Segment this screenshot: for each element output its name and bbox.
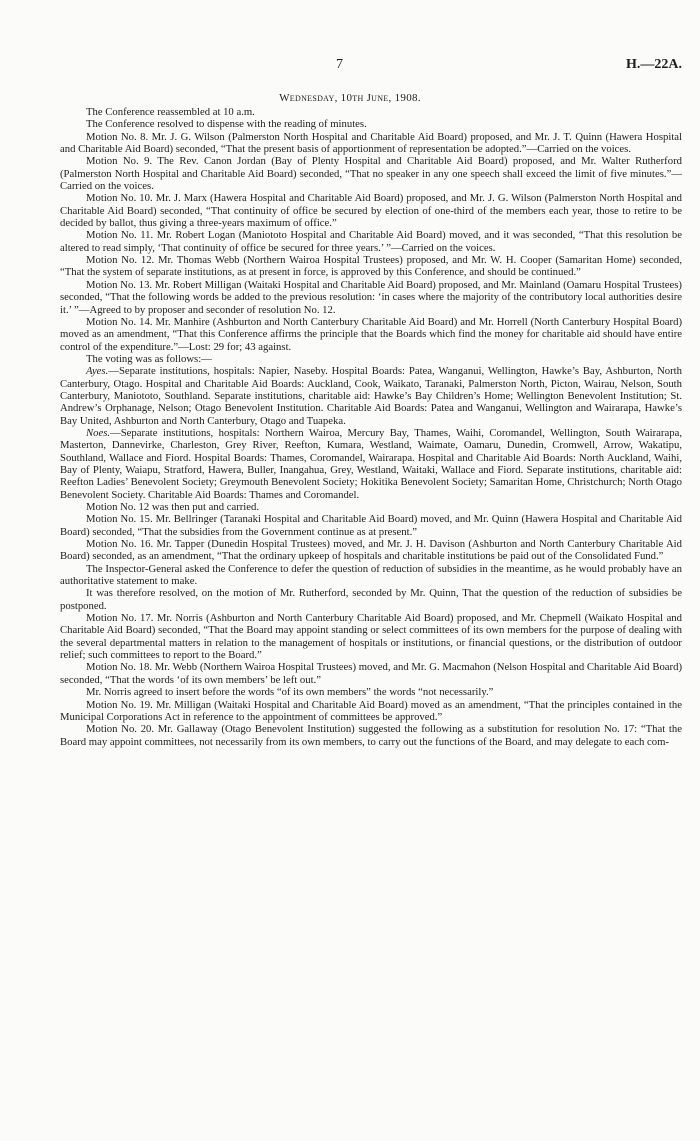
document-reference: H.—22A. (626, 57, 682, 72)
noes-text: —Separate institutions, hospitals: Northern Wairoa, Mercury Bay, Thames, Waihi, Coromandel, Wellington, South Wairarapa, Masterton, Dannevirke, Charleston, Grey River, Reefton, Kumara, Westland, Waimate, Oamaru, Dunedin, Cromwell, Arrow, Wakatipu, Southland, Wallace and Fiord. Hospital Boards: Thames, Coromandel, Wairarapa. Hospital and Charitable Aid Boards: North Auckland, Waihi, Bay of Plenty, Waiapu, Stratford, Hawera, Buller, Inangahua, Grey, Westland, Waitaki, Wallace and Fiord. Separate institutions, charitable aid: Reefton Ladies’ Benevolent Society; Greymouth Benevolent Society; Hokitika Benevolent Society; Samaritan Home, Christchurch; North Otago Benevolent Society. Charitable Aid Boards: Thames and Coromandel. (60, 426, 682, 501)
ayes-label: Ayes. (86, 365, 109, 378)
paragraph: Motion No. 19. Mr. Milligan (Waitaki Hospital and Charitable Aid Board) moved as an amendment, “That the principles contained in the Municipal Corporations Act in reference to the appointment of committees be approved.” (60, 698, 682, 723)
ayes-paragraph (60, 365, 682, 427)
paragraph: Motion No. 20. Mr. Gallaway (Otago Benevolent Institution) suggested the following as a substitution for resolution No. 17: “That the Board may appoint committees, not necessarily from its own members, to carry out the functions of the Board, and may delegate to each com- (60, 723, 682, 748)
noes-paragraph (60, 427, 682, 501)
paragraph: The voting was as follows:— (86, 352, 212, 365)
paragraph: The Conference resolved to dispense with the reading of minutes. (86, 118, 367, 131)
paragraph: Motion No. 12 was then put and carried. (86, 501, 260, 513)
paragraph: Motion No. 17. Mr. Norris (Ashburton and North Canterbury Charitable Aid Board) proposed, and Mr. Chepmell (Waikato Hospital and Charitable Aid Board) seconded, “That the Board may appoint standing or select committees of its own members for the purpose of dealing with the several departmental matters in relation to the management of hospitals or institutions, or financial questions, or the distribution of outdoor relief; such committees to report to the Board.” (60, 612, 682, 662)
paragraph: Mr. Norris agreed to insert before the words “of its own members” the words “not necessarily.” (86, 686, 494, 699)
ayes-text: —Separate institutions, hospitals: Napier, Naseby. Hospital Boards: Patea, Wanganui, Wellington, Hawke’s Bay, Ashburton, North Canterbury, Otago. Hospital and Charitable Aid Boards: Auckland, Cook, Waikato, Taranaki, Palmerston North, Picton, Wairau, Nelson, South Canterbury, Maniototo, Southland. Separate institutions, charitable aid: Hawke’s Bay Children’s Home; Wellington Benevolent Institution; St. Andrew’s Orphanage, Nelson; Otago Benevolent Institution. Charitable Aid Boards: Patea and Wanganui, Wellington and Wairarapa, Hawke’s Bay United, Ashburton and North Canterbury, Otago and Tuapeka. (60, 365, 682, 427)
paragraph: It was therefore resolved, on the motion of Mr. Rutherford, seconded by Mr. Quinn, That the question of the reduction of subsidies be postponed. (60, 587, 682, 612)
paragraph: Motion No. 18. Mr. Webb (Northern Wairoa Hospital Trustees) moved, and Mr. G. Macmahon (Nelson Hospital and Charitable Aid Board) seconded, “That the words ‘of its own members’ be left out.” (60, 661, 682, 686)
paragraph: Motion No. 9. The Rev. Canon Jordan (Bay of Plenty Hospital and Charitable Aid Board) proposed, and Mr. Walter Rutherford (Palmerston North Hospital and Charitable Aid Board) seconded, “That no speaker in any one speech shall exceed the limit of five minutes.”—Carried on the voices. (60, 155, 682, 193)
paragraph: Motion No. 16. Mr. Tapper (Dunedin Hospital Trustees) moved, and Mr. J. H. Davison (Ashburton and North Canterbury Charitable Aid Board) seconded, as an amendment, “That the ordinary upkeep of hospitals and charitable institutions be paid out of the Consolidated Fund.” (60, 538, 682, 563)
paragraph: Motion No. 11. Mr. Robert Logan (Maniototo Hospital and Charitable Aid Board) moved, and it was seconded, “That this resolution be altered to read simply, ‘That continuity of office be secured for three years.’ ”—Carried on the voices. (60, 229, 682, 254)
date-heading: Wednesday, 10th June, 1908. (279, 92, 421, 104)
paragraph: Motion No. 14. Mr. Manhire (Ashburton and North Canterbury Charitable Aid Board) and Mr. Horrell (North Canterbury Hospital Board) moved as an amendment, “That this Conference affirms the principle that the Boards which find the money for charitable aid should have entire control of the expenditure.”—Lost: 29 for; 43 against. (60, 315, 682, 353)
paragraph: The Conference reassembled at 10 a.m. (86, 106, 255, 118)
paragraph: Motion No. 13. Mr. Robert Milligan (Waitaki Hospital and Charitable Aid Board) proposed, and Mr. Mainland (Oamaru Hospital Trustees) seconded, “That the following words be added to the previous resolution: ‘in cases where the majority of the contributory local authorities desire it.’ ”—Agreed to by proposer and seconder of resolution No. 12. (60, 278, 682, 316)
page-number: 7 (336, 57, 343, 72)
noes-label: Noes. (86, 426, 111, 439)
paragraph: Motion No. 8. Mr. J. G. Wilson (Palmerston North Hospital and Charitable Aid Board) proposed, and Mr. J. T. Quinn (Hawera Hospital and Charitable Aid Board) seconded, “That the present basis of apportionment of representation be adopted.”—Carried on the voices. (60, 130, 682, 156)
paragraph: Motion No. 15. Mr. Bellringer (Taranaki Hospital and Charitable Aid Board) moved, and Mr. Quinn (Hawera Hospital and Charitable Aid Board) seconded, “That the subsidies from the Government continue as at present.” (60, 513, 682, 538)
paragraph: The Inspector-General asked the Conference to defer the question of reduction of subsidies in the meantime, as he would probably have an authoritative statement to make. (60, 562, 682, 588)
minutes-body (60, 106, 682, 748)
paragraph: Motion No. 10. Mr. J. Marx (Hawera Hospital and Charitable Aid Board) proposed, and Mr. J. G. Wilson (Palmerston North Hospital and Charitable Aid Board) seconded, “That continuity of office be secured by election of one-third of the members each year, those to retire to be decided by ballot, thus giving a three-years maximum of office.” (60, 192, 682, 230)
paragraph: Motion No. 12. Mr. Thomas Webb (Northern Wairoa Hospital Trustees) proposed, and Mr. W. H. Cooper (Samaritan Home) seconded, “That the system of separate institutions, as at present in force, is approved by this Conference, and should be continued.” (60, 254, 682, 279)
